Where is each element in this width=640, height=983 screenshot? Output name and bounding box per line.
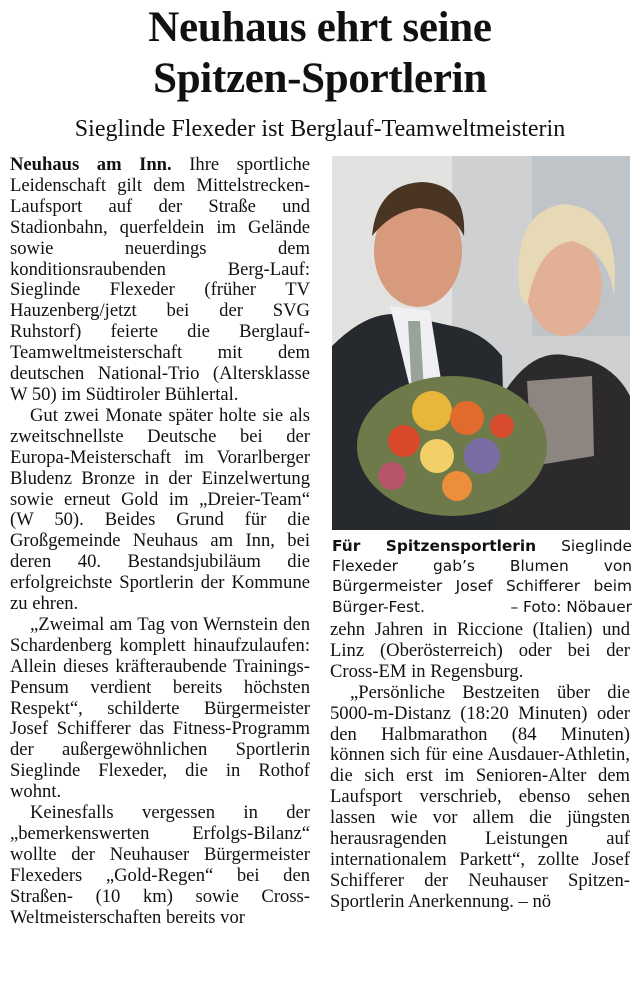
- headline: [0, 2, 640, 104]
- paragraph-1-text: Ihre sportliche Leidenschaft gilt dem Mittelstrecken-Laufsport auf der Straße und Stadionbahn, querfeldein im Gelände sowie neuerdings dem konditionsraubenden Berg-Lauf: Sieglinde Flexeder (früher TV Hauzenberg/jetzt bei der SVG Ruhstorf) feierte die Berglauf-Teamweltmeisterschaft mit dem deutschen National-Trio (Altersklasse W 50) im Südtiroler Bühlertal.: [10, 154, 311, 405]
- headline-line-1: Neuhaus ehrt seine: [148, 4, 492, 51]
- paragraph-4: Keinesfalls vergessen in der „bemerkenswerten Erfolgs-Bilanz“ wollte der Neuhauser Bürgermeister Flexeders „Gold-Regen“ bei den Straßen- (10 km) sowie Cross-Weltmeisterschaften bereits vor: [10, 802, 310, 928]
- paragraph-2: Gut zwei Monate später holte sie als zweitschnellste Deutsche bei der Europa-Meisterschaft im Vorarlberger Bludenz Bronze in der Einzelwertung sowie erneut Gold im „Dreier-Team“ (W 50). Beides Grund für die Großgemeinde Neuhaus am Inn, bei deren 40. Bestandsjubiläum die erfolgreichste Sportlerin der Kommune zu ehren.: [10, 404, 310, 615]
- paragraph-3: „Zweimal am Tag von Wernstein den Schardenberg komplett hinaufzulaufen: Allein dieses kräfteraubende Trainings-Pensum verdient bereits höchsten Respekt“, schilderte Bürgermeister Josef Schifferer das Fitness-Programm der außergewöhnlichen Sportlerin Sieglinde Flexeder, die in Rothof wohnt.: [10, 613, 310, 803]
- paragraph-5: zehn Jahren in Riccione (Italien) und Linz (Oberösterreich) oder bei der Cross-EM in Regensburg.: [330, 619, 630, 682]
- sign-off: – nö: [518, 890, 552, 912]
- dateline: Neuhaus am Inn.: [10, 154, 172, 175]
- paragraph-6-text: „Persönliche Bestzeiten über die 5000-m-Distanz (18:20 Minuten) oder den Halbmarathon (84 Minuten) können sich für eine Ausdauer-Athletin, die sich erst im Senioren-Alter dem Laufsport verschrieb, ebenso sehen lassen wie vor allem die jüngsten herausragenden Leistungen auf internationalem Parkett“, zollte Josef Schifferer der Neuhauser Spitzen-Sportlerin Anerkennung.: [330, 681, 630, 912]
- paragraph-6: [330, 683, 630, 913]
- photo-caption: [332, 536, 632, 617]
- caption-body: Sieglinde Flexeder gab’s Blumen von Bürgermeister Josef Schifferer beim Bürger-Fest.: [332, 537, 632, 616]
- subheadline: Sieglinde Flexeder ist Berglauf-Teamweltmeisterin: [74, 116, 566, 142]
- caption-head: Für Spitzensportlerin: [332, 537, 537, 555]
- paragraph-1: [10, 155, 310, 406]
- article-column-1: [10, 155, 310, 929]
- photo-credit: – Foto: Nöbauer: [510, 597, 632, 616]
- article-column-2: [330, 620, 630, 913]
- photo-illustration: [332, 156, 630, 530]
- headline-line-2: Spitzen-Sportlerin: [153, 55, 487, 102]
- article-photo: [332, 156, 630, 530]
